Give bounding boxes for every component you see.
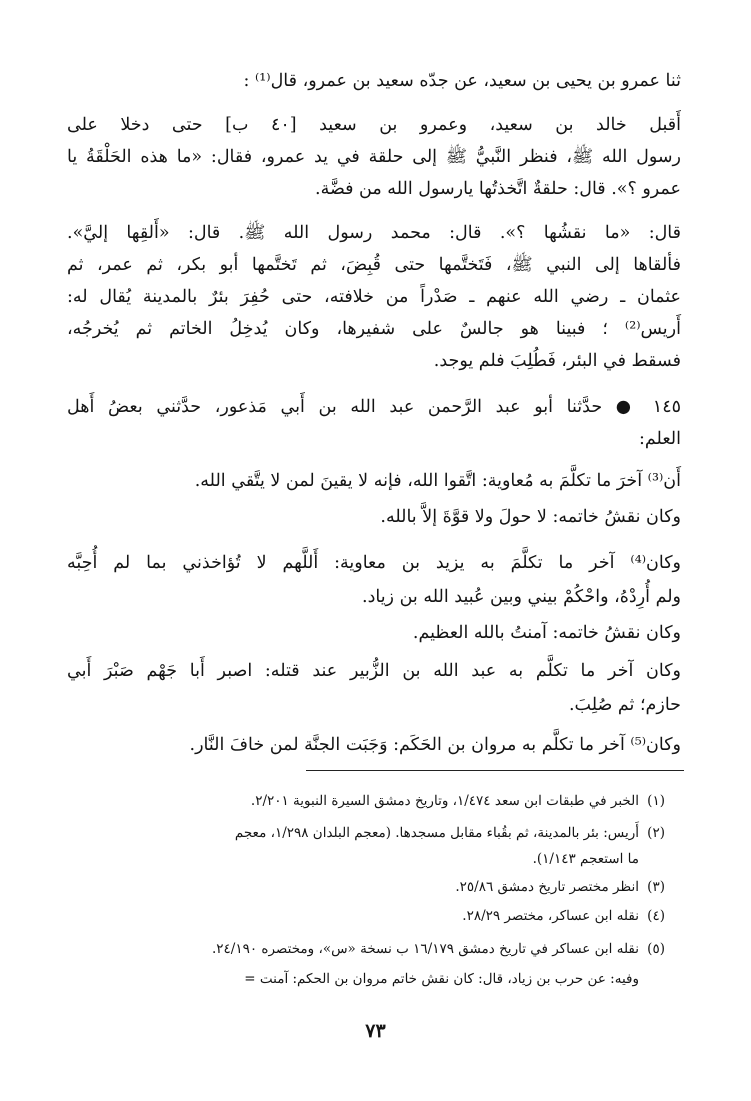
- text-line: أَقبل خالد بن سعيد، وعمرو بن سعيد [٤٠ ب] حتى دخلا على: [67, 115, 681, 135]
- text-line: عثمان ـ رضي الله عنهم ـ صَدْراً من خلافته، حتى حُفِرَ بئرٌ بالمدينة يُقال له:: [67, 287, 681, 307]
- text-line: وكان آخر ما تكلَّم به عبد الله بن الزُّبير عند قتله: اصبر أَبا جَهْم صَبْرَ أَبي: [67, 661, 681, 681]
- footnote: [65, 968, 665, 990]
- footnote-text: ما استعجم ١/١٤٣).: [532, 851, 639, 867]
- text-line: وكان⁽⁴⁾ آخر ما تكلَّمَ به يزيد بن معاوية: أَللَّهم لا تُؤاخذني بما لم أُحِبَّه: [67, 553, 681, 573]
- footnote-number: (١): [647, 793, 665, 809]
- text-line: أَريس⁽²⁾ ؛ فبينا هو جالسٌ على شفيرها، وكان يُدخِلُ الخاتم ثم يُخرجُه،: [67, 319, 681, 339]
- footnote-number: (٥): [647, 941, 665, 957]
- footnote: [65, 848, 665, 870]
- text-line: ولم أُرِدْهُ، واحْكُمْ بيني وبين عُبيد الله بن زياد.: [362, 587, 681, 607]
- footnote-text: أَريس: بئر بالمدينة، ثم بقُباء مقابل مسجدها. (معجم البلدان ١/٢٩٨، معجم: [234, 825, 639, 841]
- text-line: وكان نقشُ خاتمه: آمنتُ بالله العظيم.: [412, 623, 681, 643]
- footnote-number: (٢): [647, 825, 665, 841]
- text-line: وكان نقشُ خاتمه: لا حولَ ولا قوَّةَ إلاَّ بالله.: [380, 507, 681, 527]
- numbered-entry-line: ١٤٥ ● حدَّثنا أبو عبد الرَّحمن عبد الله بن أَبي مَذعور، حدَّثني بعضُ أَهل: [67, 397, 681, 417]
- footnote: [65, 790, 665, 812]
- footnote-text: نقله ابن عساكر، مختصر ٢٨/٢٩.: [462, 908, 639, 924]
- footnote-text: الخبر في طبقات ابن سعد ١/٤٧٤، وتاريخ دمشق السيرة النبوية ٢/٢٠١.: [250, 793, 639, 809]
- text-line: وكان⁽⁵⁾ آخر ما تكلَّم به مروان بن الحَكَم: وَجَبَت الجنَّة لمن خافَ النَّار.: [189, 735, 681, 755]
- text-line: فألقاها إلى النبي ﷺ، فَتَختَّمها حتى قُبِضَ، ثم تَختَّمها أبو بكر، ثم عمر، ثم: [67, 255, 681, 275]
- text-line: حازم؛ ثم صُلِبَ.: [568, 695, 681, 715]
- footnote-number: (٤): [647, 908, 665, 924]
- text-line: عمرو ؟». قال: حلقةٌ اتَّخذتُها يارسول الله من فضَّة.: [315, 179, 681, 199]
- footnote-text: وفيه: عن حرب بن زياد، قال: كان نقش خاتم مروان بن الحكم: آمنت =: [244, 971, 639, 987]
- footnote: [65, 905, 665, 927]
- footnote-text: انظر مختصر تاريخ دمشق ٢٥/٨٦.: [455, 879, 639, 895]
- footnote: [65, 876, 665, 898]
- text-line: العلم:: [639, 429, 681, 449]
- text-line: فسقط في البئر، فَطُلِبَ فلم يوجد.: [433, 351, 681, 371]
- footnote-divider: [306, 770, 684, 771]
- text-line: قال: «ما نقشُها ؟». قال: محمد رسول الله ﷺ. قال: «أَلقِها إليَّ».: [67, 223, 681, 243]
- page-number: ٧٣: [365, 1020, 386, 1042]
- footnote: [65, 822, 665, 844]
- footnote-text: نقله ابن عساكر في تاريخ دمشق ١٦/١٧٩ ب نسخة «س»، ومختصره ٢٤/١٩٠.: [212, 941, 639, 957]
- text-line: ثنا عمرو بن يحيى بن سعيد، عن جدّه سعيد بن عمرو، قال⁽¹⁾ :: [243, 71, 681, 91]
- text-line: رسول الله ﷺ، فنظر النَّبيُّ ﷺ إلى حلقة في يد عمرو، فقال: «ما هذه الحَلْقَةُ يا: [67, 147, 681, 167]
- text-line: أَن⁽³⁾ آخرَ ما تكلَّمَ به مُعاوية: اتَّقوا الله، فإنه لا يقينَ لمن لا يتَّقي الله.: [194, 471, 681, 491]
- footnote: [65, 938, 665, 960]
- footnote-number: (٣): [647, 879, 665, 895]
